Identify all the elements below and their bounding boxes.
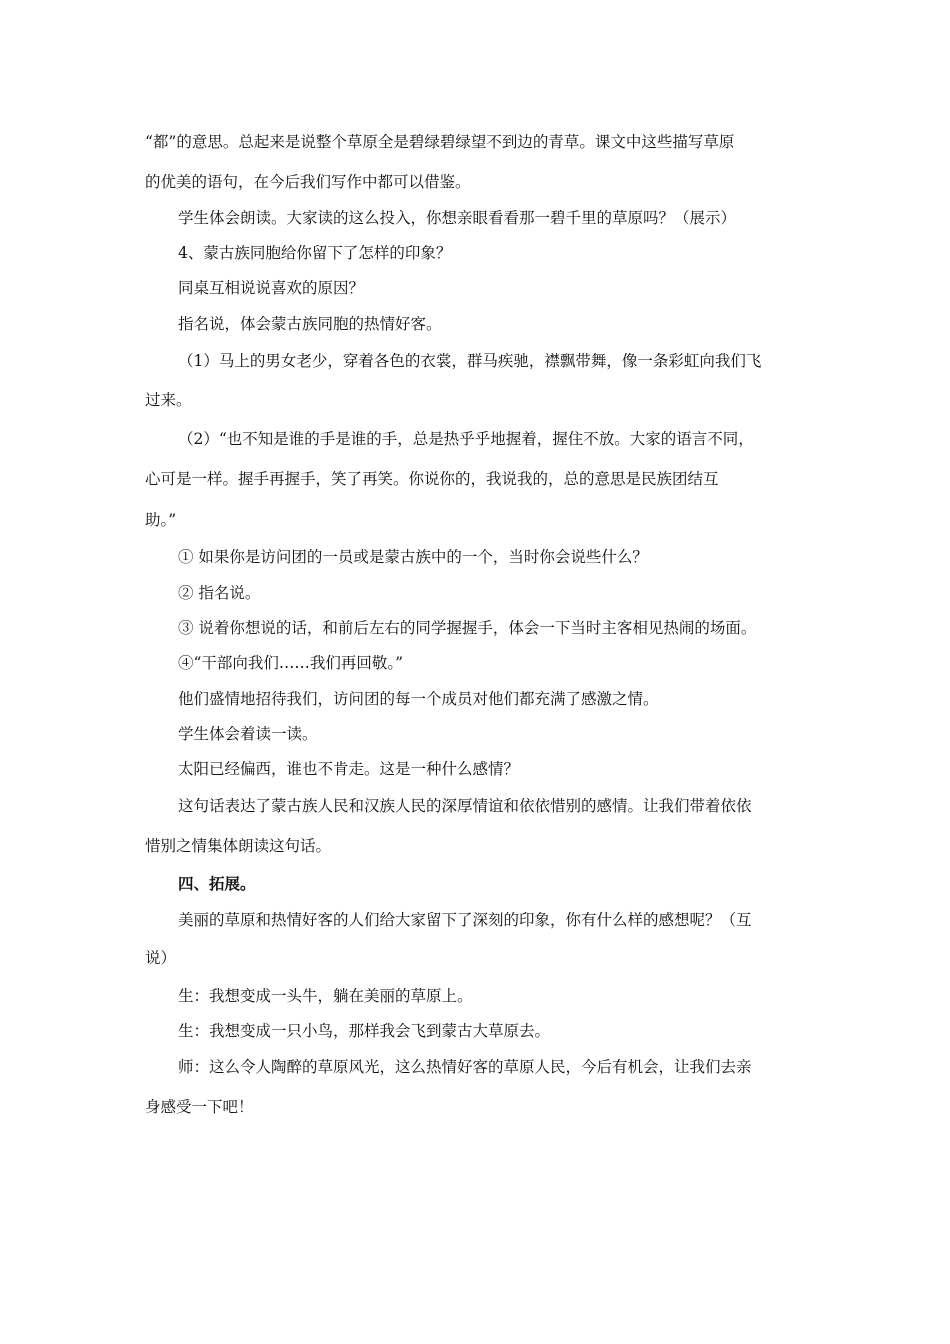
paragraph-line: 美丽的草原和热情好客的人们给大家留下了深刻的印象，你有什么样的感想呢？（互 — [178, 911, 752, 929]
paragraph-line: （1）马上的男女老少，穿着各色的衣裳，群马疾驰，襟飘带舞，像一条彩虹向我们飞 — [178, 352, 762, 370]
paragraph-line: 生：我想变成一只小鸟，那样我会飞到蒙古大草原去。 — [178, 1022, 551, 1040]
paragraph-line: 指名说，体会蒙古族同胞的热情好客。 — [178, 315, 442, 333]
section-heading: 四、拓展。 — [178, 874, 256, 893]
paragraph-line: 身感受一下吧！ — [145, 1098, 254, 1116]
paragraph-line: ④“干部向我们……我们再回敬。” — [178, 654, 404, 672]
paragraph-line: 学生体会着读一读。 — [178, 725, 318, 743]
paragraph-line: 助。” — [145, 511, 177, 529]
paragraph-line: ② 指名说。 — [178, 584, 261, 602]
paragraph-line: “都”的意思。总起来是说整个草原全是碧绿碧绿望不到边的青草。课文中这些描写草原 — [145, 133, 735, 151]
paragraph-line: 生：我想变成一头牛，躺在美丽的草原上。 — [178, 987, 473, 1005]
paragraph-line: 过来。 — [145, 391, 192, 409]
paragraph-line: 同桌互相说说喜欢的原因？ — [178, 279, 365, 297]
paragraph-line: 学生体会朗读。大家读的这么投入，你想亲眼看看那一碧千里的草原吗？（展示） — [178, 209, 737, 227]
paragraph-line: 太阳已经偏西，谁也不肯走。这是一种什么感情？ — [178, 760, 520, 778]
paragraph-line: ③ 说着你想说的话，和前后左右的同学握握手，体会一下当时主客相见热闹的场面。 — [178, 619, 757, 637]
paragraph-line: 惜别之情集体朗读这句话。 — [145, 837, 332, 855]
paragraph-line: 说） — [145, 949, 177, 967]
paragraph-line: 这句话表达了蒙古族人民和汉族人民的深厚情谊和依依惜别的感情。让我们带着依依 — [178, 797, 752, 815]
paragraph-line: 师：这么令人陶醉的草原风光，这么热情好客的草原人民，今后有机会，让我们去亲 — [178, 1058, 752, 1076]
paragraph-line: 的优美的语句，在今后我们写作中都可以借鉴。 — [145, 173, 471, 191]
paragraph-line: 4、蒙古族同胞给你留下了怎样的印象？ — [178, 244, 452, 262]
paragraph-line: ① 如果你是访问团的一员或是蒙古族中的一个，当时你会说些什么？ — [178, 548, 648, 566]
paragraph-line: 心可是一样。握手再握手，笑了再笑。你说你的，我说我的，总的意思是民族团结互 — [145, 470, 719, 488]
paragraph-line: 他们盛情地招待我们，访问团的每一个成员对他们都充满了感激之情。 — [178, 690, 659, 708]
paragraph-line: （2）“也不知是谁的手是谁的手，总是热乎乎地握着，握住不放。大家的语言不同， — [178, 430, 754, 448]
